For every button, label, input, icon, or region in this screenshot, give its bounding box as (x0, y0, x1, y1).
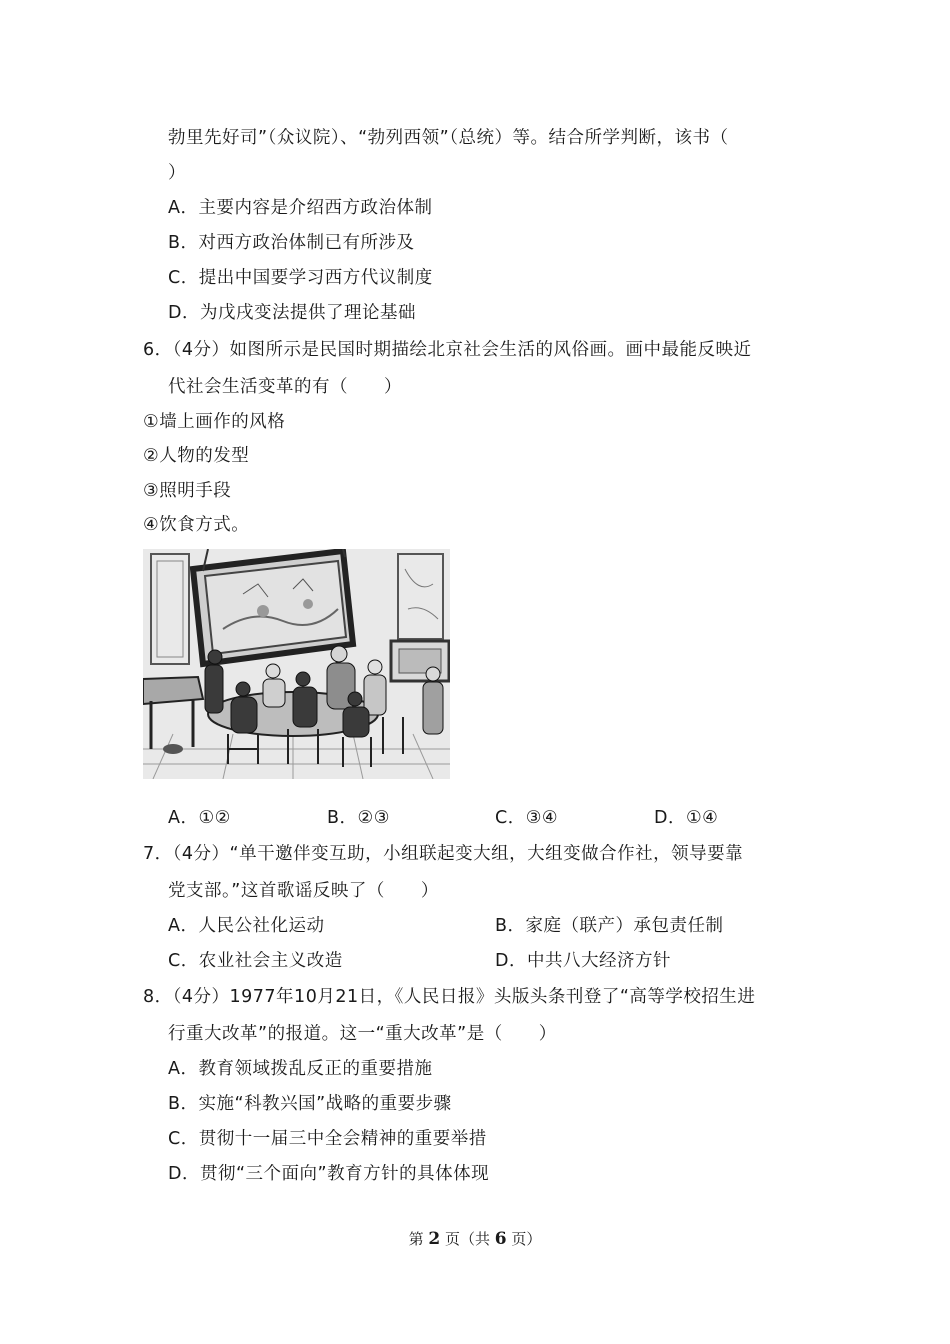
option-text: 中共八大经济方针 (526, 951, 671, 971)
q7-option-d (495, 949, 671, 973)
q6-item-1: ①墙上画作的风格 (143, 412, 286, 432)
current-page-number: 2 (428, 1229, 441, 1249)
q8-stem-line1: 8．（4分）1977年10月21日，《人民日报》头版头条刊登了“高等学校招生进 (143, 987, 756, 1007)
q6-option-b (327, 806, 390, 830)
option-text: 农业社会主义改造 (198, 951, 343, 971)
option-letter: D． (168, 303, 200, 323)
q5-option-d (168, 301, 416, 325)
option-text: 人民公社化运动 (198, 916, 325, 936)
question-number: 8． (143, 987, 173, 1007)
option-text: ③④ (525, 808, 559, 828)
q6-item-2: ②人物的发型 (143, 446, 250, 466)
option-letter: D． (654, 808, 686, 828)
q7-option-a (168, 914, 324, 938)
option-letter: B． (495, 916, 526, 936)
q6-stem-line1: 6．（4分）如图所示是民国时期描绘北京社会生活的风俗画。画中最能反映近 (143, 340, 752, 360)
q8-option-c (168, 1127, 487, 1151)
option-text: ②③ (357, 808, 390, 828)
q6-option-d (654, 806, 718, 830)
q7-option-b (495, 914, 724, 938)
option-text: 为戊戌变法提供了理论基础 (199, 303, 416, 323)
q5-stem-line2: ） (168, 163, 186, 183)
option-text: ①④ (685, 808, 719, 828)
option-letter: B． (168, 1094, 199, 1114)
option-letter: D． (495, 951, 527, 971)
q6-item-3: ③照明手段 (143, 481, 232, 501)
q8-option-a (168, 1057, 432, 1081)
option-letter: A． (168, 1059, 199, 1079)
option-text: 贯彻十一届三中全会精神的重要举措 (198, 1129, 487, 1149)
folk-painting-illustration (143, 549, 450, 779)
q6-item-4: ④饮食方式。 (143, 515, 250, 535)
q8-option-d (168, 1162, 489, 1186)
q6-stem-line2: 代社会生活变革的有（ ） (168, 377, 402, 397)
option-letter: B． (168, 233, 199, 253)
option-letter: C． (495, 808, 526, 828)
q7-stem-line2: 党支部。”这首歌谣反映了（ ） (168, 881, 439, 901)
option-text: 提出中国要学习西方代议制度 (198, 268, 433, 288)
question-number: 6． (143, 340, 173, 360)
q5-stem-line1: 勃里先好司”（众议院）、“勃列西领”（总统）等。结合所学判断，该书（ (168, 128, 729, 148)
option-text: 教育领域拨乱反正的重要措施 (198, 1059, 433, 1079)
option-letter: C． (168, 1129, 199, 1149)
option-letter: C． (168, 951, 199, 971)
q8-option-b (168, 1092, 452, 1116)
q5-option-a (168, 196, 432, 220)
option-letter: B． (327, 808, 358, 828)
option-letter: A． (168, 198, 199, 218)
option-letter: C． (168, 268, 199, 288)
option-letter: D． (168, 1164, 200, 1184)
q7-stem-line1: 7．（4分）“单干邀伴变互助，小组联起变大组，大组变做合作社，领导要靠 (143, 844, 744, 864)
q6-option-c (495, 806, 558, 830)
option-text: 实施“科教兴国”战略的重要步骤 (198, 1094, 452, 1114)
q8-stem-line2: 行重大改革”的报道。这一“重大改革”是（ ） (168, 1024, 557, 1044)
option-text: 贯彻“三个面向”教育方针的具体体现 (199, 1164, 490, 1184)
q5-option-b (168, 231, 415, 255)
option-text: 主要内容是介绍西方政治体制 (198, 198, 433, 218)
q5-option-c (168, 266, 433, 290)
q7-option-c (168, 949, 343, 973)
question-number: 7． (143, 844, 173, 864)
option-text: ①② (198, 808, 231, 828)
option-text: 对西方政治体制已有所涉及 (198, 233, 415, 253)
option-letter: A． (168, 808, 199, 828)
page-footer: 第 2 页（共 6 页） (408, 1229, 542, 1249)
total-page-number: 6 (494, 1229, 507, 1249)
option-letter: A． (168, 916, 199, 936)
option-text: 家庭（联产）承包责任制 (525, 916, 724, 936)
q6-option-a (168, 806, 231, 830)
